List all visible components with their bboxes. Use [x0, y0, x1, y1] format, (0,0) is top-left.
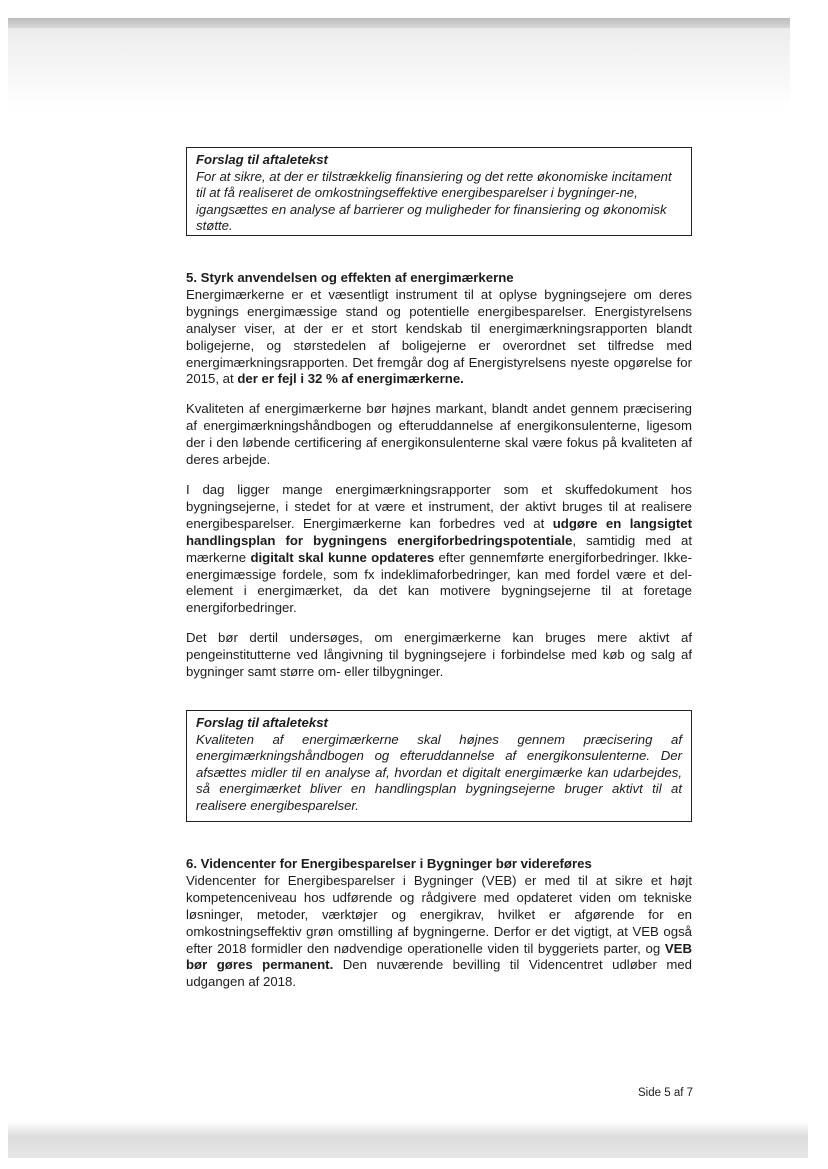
- section-paragraph: [186, 482, 692, 617]
- section-paragraph: Kvaliteten af energimærkerne bør højnes markant, blandt andet gennem præcisering af energimærkningshåndbogen og efteruddannelse af energikonsulenterne, ligesom der i den løbende certificering af energikonsulenterne skal være fokus på kvaliteten af deres arbejde.: [186, 401, 692, 468]
- section-heading: 5. Styrk anvendelsen og effekten af energimærkerne: [186, 270, 514, 285]
- paragraph-text: Energimærkerne er et væsentligt instrument til at oplyse bygningsejere om deres bygnings energimæssige stand og potentielle energibesparelser. Energistyrelsens analyser viser, at der er et stort kendskab til energimærkningsrapporten blandt boligejerne, og størstedelen af boligejerne er overordnet set tilfredse med energimærkningsrapporten. Det fremgår dog af Energistyrelsens nyeste opgørelse for 2015, at: [186, 286, 692, 387]
- proposal-box-1: [186, 147, 692, 236]
- section-paragraph: Det bør dertil undersøges, om energimærkerne kan bruges mere aktivt af pengeinstitutterne ved långivning til bygningsejere i forbindelse med køb og salg af bygninger samt større om- eller tilbygninger.: [186, 630, 692, 680]
- paragraph-text: Den nuværende bevilling til Videncentret udløber med udgangen af 2018.: [186, 957, 692, 990]
- section-6: [186, 856, 692, 1004]
- proposal-box-title: Forslag til aftaletekst: [196, 152, 328, 167]
- section-5: [186, 270, 692, 694]
- emphasis-text: digitalt skal kunne opdateres: [250, 549, 435, 565]
- proposal-box-title: Forslag til aftaletekst: [196, 715, 328, 730]
- section-heading: 6. Videncenter for Energibesparelser i Bygninger bør videreføres: [186, 856, 592, 871]
- proposal-box-text: For at sikre, at der er tilstrækkelig finansiering og det rette økonomiske incitament til at få realiseret de omkostningseffektive energibesparelser i bygninger-ne, igangsættes en analyse af barrierer og muligheder for finansiering og økonomisk støtte.: [196, 168, 672, 234]
- emphasis-text: VEB bør gøres permanent.: [186, 940, 692, 973]
- section-paragraph: [186, 873, 692, 991]
- paragraph-text: efter gennemførte energiforbedringer. Ikke-energimæssige fordele, som fx indeklimaforbedringer, kan med fordel være et del-element i energimærket, da det kan motivere bygningsejerne til at foretage energiforbedringer.: [186, 549, 692, 616]
- proposal-box-2: [186, 710, 692, 822]
- paragraph-text: I dag ligger mange energimærkningsrapporter som et skuffedokument hos bygningsejerne, i stedet for at være et instrument, der aktivt bruges til at realisere energibesparelser. Energimærkerne kan forbedres ved at: [186, 481, 692, 531]
- emphasis-text: udgøre en langsigtet handlingsplan for bygningens energiforbedringspotentiale: [186, 515, 692, 548]
- emphasis-text: der er fejl i 32 % af energimærkerne.: [237, 371, 464, 387]
- scan-edge-bottom: [8, 1122, 808, 1158]
- paragraph-text: , samtidig med at mærkerne: [186, 532, 692, 565]
- section-paragraph: [186, 287, 692, 388]
- proposal-box-text: Kvaliteten af energimærkerne skal højnes gennem præcisering af energimærkningshåndbogen og efteruddannelse af energikonsulenterne. Der afsættes midler til en analyse af, hvordan et digitalt energimærke kan udarbejdes, så energimærket bliver en handlingsplan bygningsejerne bruger aktivt til at realisere energibesparelser.: [196, 731, 682, 813]
- page-number: Side 5 af 7: [638, 1087, 693, 1099]
- paragraph-text: Videncenter for Energibesparelser i Bygninger (VEB) er med til at sikre et højt kompetenceniveau hos udførende og rådgivere med opdateret viden om tekniske løsninger, metoder, værktøjer og energikrav, hvilket er afgørende for en omkostningseffektiv grøn omstilling af bygningerne. Derfor er det vigtigt, at VEB også efter 2018 formidler den nødvendige operationelle viden til byggeriets parter, og: [186, 872, 692, 956]
